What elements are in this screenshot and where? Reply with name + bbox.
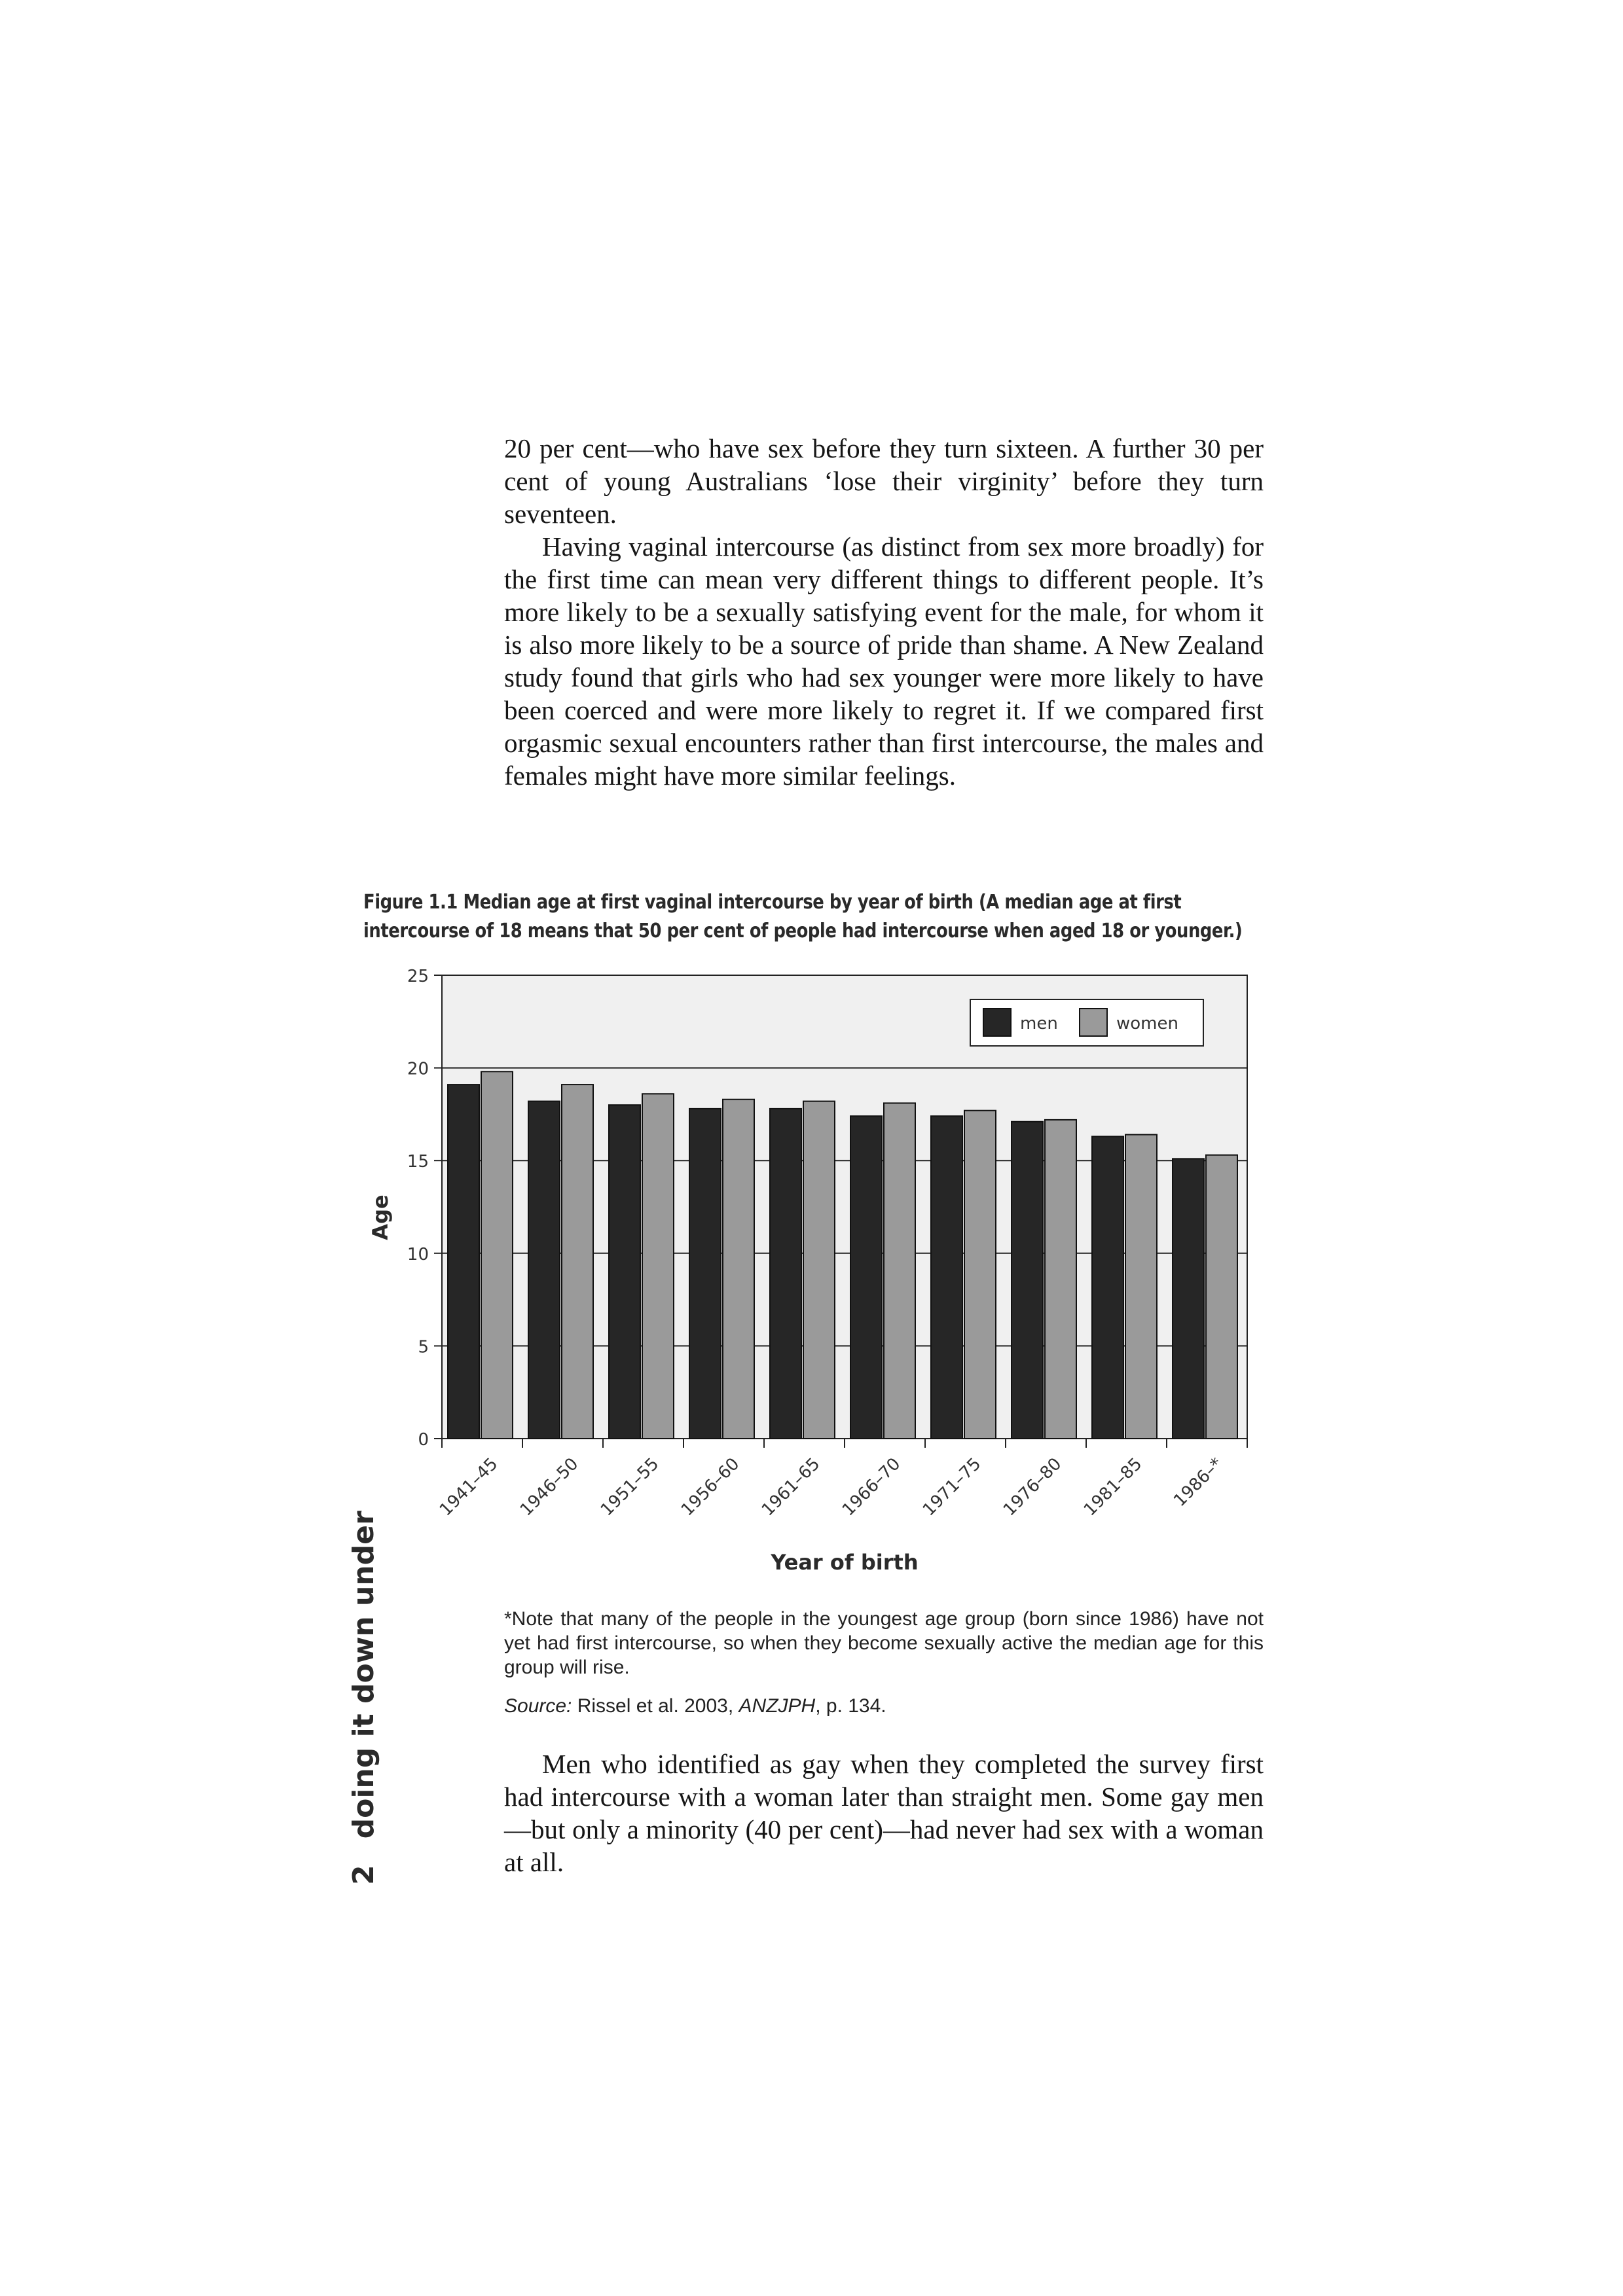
paragraph: 20 per cent—who have sex before they turn sixteen. A further 30 per cent of young Australians ‘lose their virginity’ before they turn seventeen. <box>504 433 1264 529</box>
y-tick-label: 20 <box>407 1059 429 1079</box>
source-label: Source: <box>504 1695 572 1717</box>
bar-women <box>481 1071 513 1439</box>
x-tick-label: 1946–50 <box>516 1454 583 1520</box>
bar-men <box>931 1116 962 1439</box>
legend-swatch-men <box>983 1009 1011 1036</box>
x-tick-label: 1971–75 <box>919 1454 985 1520</box>
legend-label: men <box>1020 1014 1058 1033</box>
bar-women <box>1045 1120 1076 1439</box>
x-axis-label: Year of birth <box>771 1550 919 1575</box>
bar-men <box>1012 1122 1043 1439</box>
bar-women <box>642 1094 674 1439</box>
x-tick-label: 1986–* <box>1170 1454 1227 1511</box>
bar-women <box>964 1111 996 1439</box>
bar-women <box>1125 1135 1157 1439</box>
paragraph: Having vaginal intercourse (as distinct from sex more broadly) for the first time can mean very different things to different people. It’s more likely to be a sexually satisfying event for the male, for whom it is also more likely to be a source of pride than shame. A New Zealand study found that girls who had sex younger were more likely to have been coerced and were more likely to regret it. If we compared first orgasmic sexual encounters rather than first intercourse, the males and females might have more similar feelings. <box>504 531 1264 791</box>
source-page: , p. 134. <box>815 1695 886 1717</box>
x-tick-label: 1981–85 <box>1080 1454 1146 1520</box>
bar-women <box>1206 1155 1237 1439</box>
y-tick-label: 15 <box>407 1152 429 1172</box>
bar-women <box>723 1100 754 1439</box>
running-head-title: doing it down under <box>347 1511 380 1839</box>
bar-women <box>562 1085 593 1439</box>
body-text-bottom <box>504 1748 1264 1878</box>
bar-women <box>803 1102 835 1439</box>
legend-label: women <box>1116 1014 1178 1033</box>
bar-men <box>448 1085 479 1439</box>
y-tick-label: 25 <box>407 967 429 986</box>
source-journal: ANZJPH <box>739 1695 816 1717</box>
bar-men <box>528 1102 560 1439</box>
bar-men <box>850 1116 882 1439</box>
figure-note <box>504 1607 1264 1679</box>
bar-men <box>1173 1158 1204 1439</box>
x-tick-label: 1956–60 <box>677 1454 744 1520</box>
bar-women <box>884 1103 915 1439</box>
x-tick-label: 1951–55 <box>596 1454 663 1520</box>
y-tick-label: 0 <box>418 1430 429 1450</box>
page-number: 2 <box>347 1865 380 1885</box>
y-tick-label: 10 <box>407 1244 429 1265</box>
figure-source <box>504 1694 886 1718</box>
paragraph: Men who identified as gay when they completed the survey first had intercourse with a woman later than straight men. Some gay men—but only a minority (40 per cent)—had never had sex with a woman at all. <box>504 1749 1264 1877</box>
x-tick-label: 1966–70 <box>838 1454 905 1520</box>
x-tick-label: 1961–65 <box>757 1454 824 1520</box>
figure-caption: Figure 1.1 Median age at first vaginal intercourse by year of birth (A median age at first intercourse of 18 means that 50 per cent of people had intercourse when aged 18 or younger.) <box>363 891 1243 942</box>
x-tick-label: 1941–45 <box>435 1454 502 1520</box>
note-text: *Note that many of the people in the youngest age group (born since 1986) have not yet had first intercourse, so when they become sexually active the median age for this group will rise. <box>504 1608 1264 1678</box>
source-text: Rissel et al. 2003, <box>572 1695 739 1717</box>
bar-men <box>609 1105 640 1439</box>
bar-men <box>770 1109 801 1439</box>
x-tick-label: 1976–80 <box>999 1454 1066 1520</box>
legend-swatch-women <box>1080 1009 1107 1036</box>
y-tick-label: 5 <box>418 1337 429 1357</box>
bar-men <box>1092 1136 1123 1439</box>
bar-men <box>689 1109 721 1439</box>
y-axis-label: Age <box>368 1194 393 1240</box>
